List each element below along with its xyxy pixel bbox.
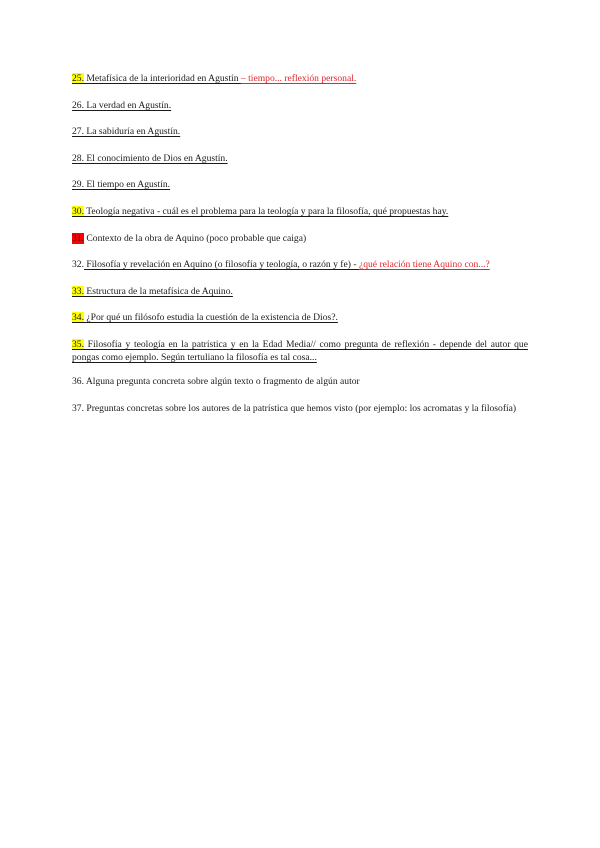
item-number: 33. — [72, 285, 84, 297]
item-number: 32. — [72, 259, 84, 271]
item-number: 26. — [72, 99, 84, 111]
list-item-26 — [72, 99, 528, 112]
item-text: El tiempo en Agustín. — [84, 179, 171, 191]
item-text: ¿Por qué un filósofo estudia la cuestión de la existencia de Dios?. — [84, 312, 338, 324]
item-text: La sabiduría en Agustín. — [84, 126, 181, 138]
item-text: Filosofía y teología en la patrística y en la Edad Media// como pregunta de reflexión - depende del autor que pongas como ejemplo. Según tertuliano la filosofía es tal cosa... — [72, 338, 528, 363]
list-item-34 — [72, 311, 528, 324]
list-item-33 — [72, 285, 528, 298]
list-item-36 — [72, 375, 528, 388]
item-number: 25. — [72, 73, 84, 84]
question-list — [72, 72, 528, 428]
item-text: Preguntas concretas sobre los autores de la patrística que hemos visto (por ejemplo: los acromatas y la filosofía) — [84, 402, 517, 414]
item-text: Metafísica de la interioridad en Agustín — [84, 73, 241, 84]
item-text: Alguna pregunta concreta sobre algún texto o fragmento de algún autor — [84, 375, 360, 387]
item-text: El conocimiento de Dios en Agustín. — [84, 152, 228, 164]
item-text: Teología negativa - cuál es el problema para la teología y para la filosofía, qué propuestas hay. — [84, 205, 449, 217]
item-number: 28. — [72, 152, 84, 164]
list-item-29 — [72, 178, 528, 191]
item-text: Filosofía y revelación en Aquino (o filosofía y teología, o razón y fe) - — [84, 259, 359, 271]
list-item-27 — [72, 125, 528, 138]
list-item-37 — [72, 402, 528, 415]
list-item-35 — [72, 338, 528, 364]
item-number: 34. — [72, 312, 84, 324]
item-note: – tiempo... reflexión personal. — [240, 73, 357, 84]
list-item-30 — [72, 205, 528, 218]
item-text: La verdad en Agustín. — [84, 99, 172, 111]
item-number: 27. — [72, 126, 84, 138]
list-item-32 — [72, 258, 528, 271]
list-item-28 — [72, 152, 528, 165]
item-text: Estructura de la metafísica de Aquino. — [84, 285, 233, 297]
item-number: 35. — [72, 338, 84, 350]
item-number: 36. — [72, 375, 84, 387]
item-number: 31. — [72, 232, 84, 244]
item-text: Contexto de la obra de Aquino (poco probable que caiga) — [84, 232, 307, 244]
list-item-25 — [72, 72, 528, 85]
item-note: ¿qué relación tiene Aquino con...? — [358, 259, 490, 271]
item-number: 37. — [72, 402, 84, 414]
item-number: 30. — [72, 205, 84, 217]
item-number: 29. — [72, 179, 84, 191]
list-item-31 — [72, 232, 528, 245]
